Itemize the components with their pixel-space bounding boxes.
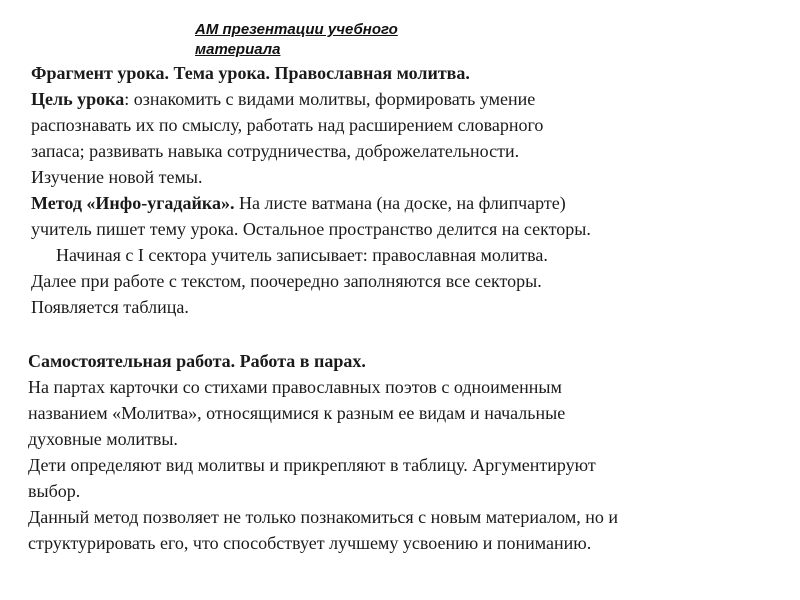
method-line-5: Появляется таблица. bbox=[31, 297, 189, 317]
work-line-6: Данный метод позволяет не только познакомиться с новым материалом, но и bbox=[28, 507, 618, 527]
method-text: На листе ватмана (на доске, на флипчарте) bbox=[234, 193, 566, 213]
method-line-2: учитель пишет тему урока. Остальное пространство делится на секторы. bbox=[31, 219, 591, 239]
goal-line-3: запаса; развивать навыка сотрудничества, доброжелательности. bbox=[31, 141, 520, 161]
goal-label: Цель урока bbox=[31, 89, 125, 109]
work-line-3: духовные молитвы. bbox=[28, 429, 178, 449]
work-line-2: названием «Молитва», относящимися к разным ее видам и начальные bbox=[28, 403, 566, 423]
independent-work-block bbox=[28, 348, 618, 556]
lesson-title: Фрагмент урока. Тема урока. Православная молитва. bbox=[31, 63, 470, 83]
method-label: Метод «Инфо-угадайка». bbox=[31, 193, 235, 213]
method-line-1 bbox=[31, 190, 591, 216]
lesson-fragment-block bbox=[31, 60, 591, 320]
study-line: Изучение новой темы. bbox=[31, 167, 203, 187]
work-line-4: Дети определяют вид молитвы и прикрепляют в таблицу. Аргументируют bbox=[28, 455, 596, 475]
goal-line-1 bbox=[31, 86, 591, 112]
work-line-5: выбор. bbox=[28, 481, 81, 501]
header-line-2: материала bbox=[195, 41, 281, 58]
method-line-3: Начиная с I сектора учитель записывает: православная молитва. bbox=[56, 245, 548, 265]
work-line-7: структурировать его, что способствует лучшему усвоению и пониманию. bbox=[28, 533, 592, 553]
method-line-4: Далее при работе с текстом, поочередно заполняются все секторы. bbox=[31, 271, 542, 291]
goal-text: : ознакомить с видами молитвы, формировать умение bbox=[124, 89, 536, 109]
independent-work-title: Самостоятельная работа. Работа в парах. bbox=[28, 351, 366, 371]
slide-header bbox=[195, 20, 495, 60]
header-line-1: АМ презентации учебного bbox=[195, 21, 398, 38]
goal-line-2: распознавать их по смыслу, работать над расширением словарного bbox=[31, 115, 544, 135]
work-line-1: На партах карточки со стихами православных поэтов с одноименным bbox=[28, 377, 562, 397]
